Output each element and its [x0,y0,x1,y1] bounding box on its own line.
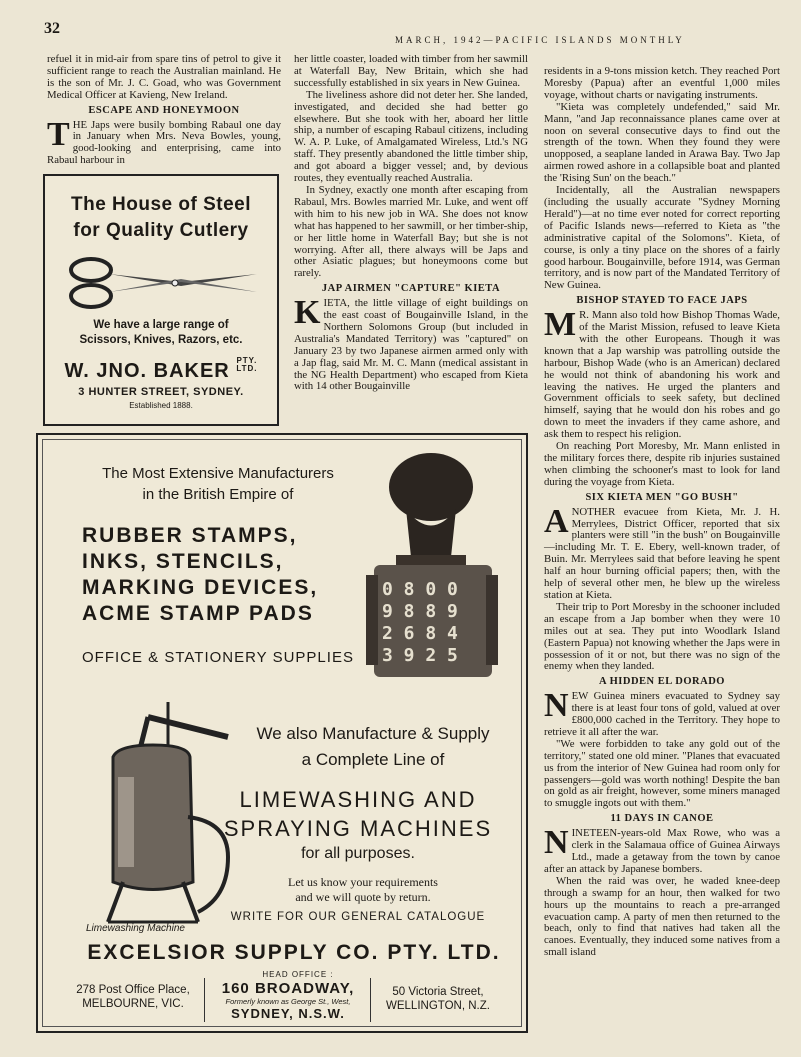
ad-headline [45,192,277,244]
address-line: 278 Post Office Place, [76,984,190,996]
ad-established: Established 1888. [129,401,193,410]
heading-11-days-in-canoe: 11 DAYS IN CANOE [610,813,714,825]
column-2 [294,54,528,393]
paragraph: The liveliness ashore did not deter her. She landed, investigated, and decided she had better go elsewhere. But she took with her, aboard her little ship, a number of escaping Rabaul citizens, including W. A. P. Luke, of Amalgamated Wireless, Ltd.'s NG staff. They presently abandoned the little timber ship, and got aboard a bigger vessel; and, by devious routes, they eventually reached Australia. [294,88,528,185]
paragraph-text: HE Japs were busily bombing Rabaul one day in January when Mrs. Neva Bowles, young, good-looking and enterprising, came into Rabaul harbour in [47,118,281,167]
paragraph-text: IETA, the little village of eight buildings on the east coast of Bougainville Island, in the Northern Solomons Group (but included in Australia's Mandated Territory) was "captured" on January 23 by two Japanese airmen armed only with a Jap flag, said Mr. M. C. Mann (medical assistant in the NG Health Department) who escaped from Kieta with 14 other Bougainville [294,297,528,393]
ad-range-line: We have a large range of [93,319,229,331]
paragraph-text: R. Mann also told how Bishop Thomas Wade, of the Marist Mission, refused to leave Kieta with the other Europeans. Though it was known that a Jap warship was patrolling outside the harbour, Bishop Wade (who is an American) declared he would not think of abandoning his work and leaving the natives. He urged the planters and Government officials to seek safety, but declined himself, saying that he would don his robes and go down to meet the invaders if they came ashore, and ask them to respect his religion. [544,309,780,441]
ad-intro [88,463,348,505]
ad-address-wellington [373,985,503,1013]
baker-advertisement [43,174,279,426]
company-ltd: LTD. [236,364,258,373]
address-line: MELBOURNE, VIC. [82,998,184,1010]
ad-quote-line: Let us know your requirements [288,875,438,889]
ad-limewashing [208,785,508,843]
drop-cap: N [544,687,569,725]
address-line: WELLINGTON, N.Z. [386,1000,490,1012]
ad-headline-line: for Quality Cutlery [73,220,249,241]
drop-cap: K [294,294,321,332]
ad-range-text [45,318,277,348]
scissors-icon [61,252,261,314]
product-line: RUBBER STAMPS, [82,524,298,547]
address-line: Formerly known as George St., West, [225,997,351,1006]
ad-company-name: EXCELSIOR SUPPLY CO. PTY. LTD. [87,941,501,964]
ad-machine-caption: Limewashing Machine [86,923,185,934]
paragraph: When the raid was over, he waded knee-deep through a swamp for an hour, then walked for two hours up the mountains to reach a pre-arranged evacuation camp. A party of men then returned to the beach, only to find that natives had taken all the canoes. Eventually, they induced some natives from a small island [544,874,780,959]
divider [370,978,371,1022]
svg-text:0 8 0 0: 0 8 0 0 [382,579,458,600]
paragraph: her little coaster, loaded with timber from her sawmill at Waterfall Bay, New Britain, which she had successfully established in six years in New Guinea. [294,53,528,89]
paragraph: residents in a 9-tons mission ketch. They reached Port Moresby (Papua) after an eventful 1,000 miles voyage, without charts or navigating instruments. [544,65,780,101]
ad-also-line: a Complete Line of [301,750,445,769]
paragraph [294,294,528,393]
paragraph [544,824,780,876]
ad-address-melbourne [68,983,198,1011]
paragraph-text: INETEEN-years-old Max Rowe, who was a clerk in the Salamaua office of Guinea Airways Ltd., made a getaway from the town by canoe after an attack by Japanese bombers. [544,827,780,875]
ad-quote-text [218,875,508,905]
ad-intro-line: in the British Empire of [142,486,294,503]
paragraph: Their trip to Port Moresby in the schooner included an escape from a Jap bomber when they were 10 miles out at sea. They put into Woodlark Island (Eastern Papua) not knowing whether the Japs were in possession of it or not, but there was no sign of the enemy when they landed. [544,600,780,673]
page-header [0,0,801,44]
svg-text:9 8 8 9: 9 8 8 9 [382,601,458,622]
paragraph [47,115,281,168]
paragraph [544,687,780,739]
paragraph [544,306,780,441]
ad-catalogue: WRITE FOR OUR GENERAL CATALOGUE [230,911,486,923]
drop-cap: T [47,115,70,153]
ad-office-supplies: OFFICE & STATIONERY SUPPLIES [82,649,354,666]
paragraph: Incidentally, all the Australian newspapers (including the usually accurate "Sydney Morning Herald")—at no time ever noted for correct reporting of Pacific Islands news—referred to Kieta as "the administrative capital of the Solomons". Kieta, of course, is only a tiny place on the shores of a fairly good harbour. Bougainville, before 1914, was German territory, and is now part of the Mandated Territory of New Guinea. [544,184,780,292]
drop-cap: A [544,502,569,540]
paragraph: On reaching Port Moresby, Mr. Mann enlisted in the military forces there, despite rib injuries sustained when climbing the schooner's mast to look for land during the voyage from Kieta. [544,440,780,488]
paragraph: refuel it in mid-air from spare tins of petrol to give it sufficient range to reach the Australian mainland. He is the son of Mr. J. C. Goad, who was Government Medical Officer at Kavieng, New Ireland. [47,53,281,101]
paragraph: "We were forbidden to take any gold out of the territory," stated one old miner. "Planes that evacuated us from the interior of New Guinea had room only for passengers—gold was worth nothing! Despite the ban on gold as air freight, however, some miners managed to smuggle ingots out with them." [544,737,780,810]
rubber-stamp-icon [356,447,506,687]
running-head: MARCH, 1942—PACIFIC ISLANDS MONTHLY [395,35,685,45]
ad-products [82,523,318,627]
ad-purposes: for all purposes. [301,845,415,862]
page-number: 32 [44,20,60,37]
drop-cap: M [544,306,577,344]
product-line: ACME STAMP PADS [82,602,314,625]
address-line: SYDNEY, N.S.W. [231,1006,345,1021]
ad-intro-line: The Most Extensive Manufacturers [102,465,334,482]
svg-text:3 9 2 5: 3 9 2 5 [382,645,458,666]
company-pty: PTY. [236,356,258,365]
heading-bishop-stayed: BISHOP STAYED TO FACE JAPS [576,295,748,307]
divider [204,978,205,1022]
ad-head-office-label: HEAD OFFICE : [262,970,334,979]
ad-address: 3 HUNTER STREET, SYDNEY. [78,386,244,398]
product-line: INKS, STENCILS, [82,550,284,573]
ad-quote-line: and we will quote by return. [295,890,431,904]
heading-six-kieta-men: SIX KIETA MEN "GO BUSH" [585,491,739,503]
ad-company-name [45,357,277,383]
svg-text:2 6 8 4: 2 6 8 4 [382,623,458,644]
company-name: W. JNO. BAKER [64,360,230,382]
column-3 [544,66,780,959]
ad-also-manufacture [238,721,508,773]
address-line: 160 BROADWAY, [221,980,355,997]
column-1 [47,54,281,167]
paragraph [544,502,780,602]
heading-hidden-el-dorado: A HIDDEN EL DORADO [599,676,725,688]
heading-jap-airmen-capture-kieta: JAP AIRMEN "CAPTURE" KIETA [321,283,501,295]
drop-cap: N [544,824,569,862]
paragraph-text: EW Guinea miners evacuated to Sydney say there is at least four tons of gold, valued at over £800,000 cached in the Territory. They hope to retrieve it all after the war. [544,690,780,738]
address-line: 50 Victoria Street, [392,986,484,998]
ad-headline-line: The House of Steel [70,194,252,215]
ad-lime-line: LIMEWASHING AND [239,787,477,812]
ad-address-sydney [208,980,368,1021]
product-line: MARKING DEVICES, [82,576,319,599]
paragraph: In Sydney, exactly one month after escaping from Rabaul, Mrs. Bowles married Mr. Luke, and went off with him to his new job in WA. She does not know what has happened to her sawmill, or her timber-ship, or her little home in Waterfall Bay; but she is not worrying. After all, there always will be Japs and other Asiatic plagues; but honeymoons come but rarely. [294,183,528,280]
ad-lime-line: SPRAYING MACHINES [223,816,493,841]
heading-escape-and-honeymoon: ESCAPE AND HONEYMOON [88,104,240,116]
paragraph: "Kieta was completely undefended," said Mr. Mann, "and Jap reconnaissance planes came over at noon on several consecutive days to find out the strength of the town. When they found they were unopposed, a seaplane landed in Arawa Bay. Two Jap airmen rowed ashore in a collapsible boat and planted the 'Rising Sun' on the beach." [544,100,780,185]
excelsior-advertisement [36,433,528,1033]
paragraph-text: NOTHER evacuee from Kieta, Mr. J. H. Merrylees, District Officer, reported that six planters were still "in the bush" on Bougainville—including Mr. T. E. Ebery, well-known trader, of Buin. Mr. Merrylees said that before leaving he spent half an hour burning official papers; then, with the help of several other men, he blew up the wireless station at Kieta. [544,505,780,601]
ad-also-line: We also Manufacture & Supply [256,724,490,743]
ad-range-line: Scissors, Knives, Razors, etc. [79,334,243,346]
